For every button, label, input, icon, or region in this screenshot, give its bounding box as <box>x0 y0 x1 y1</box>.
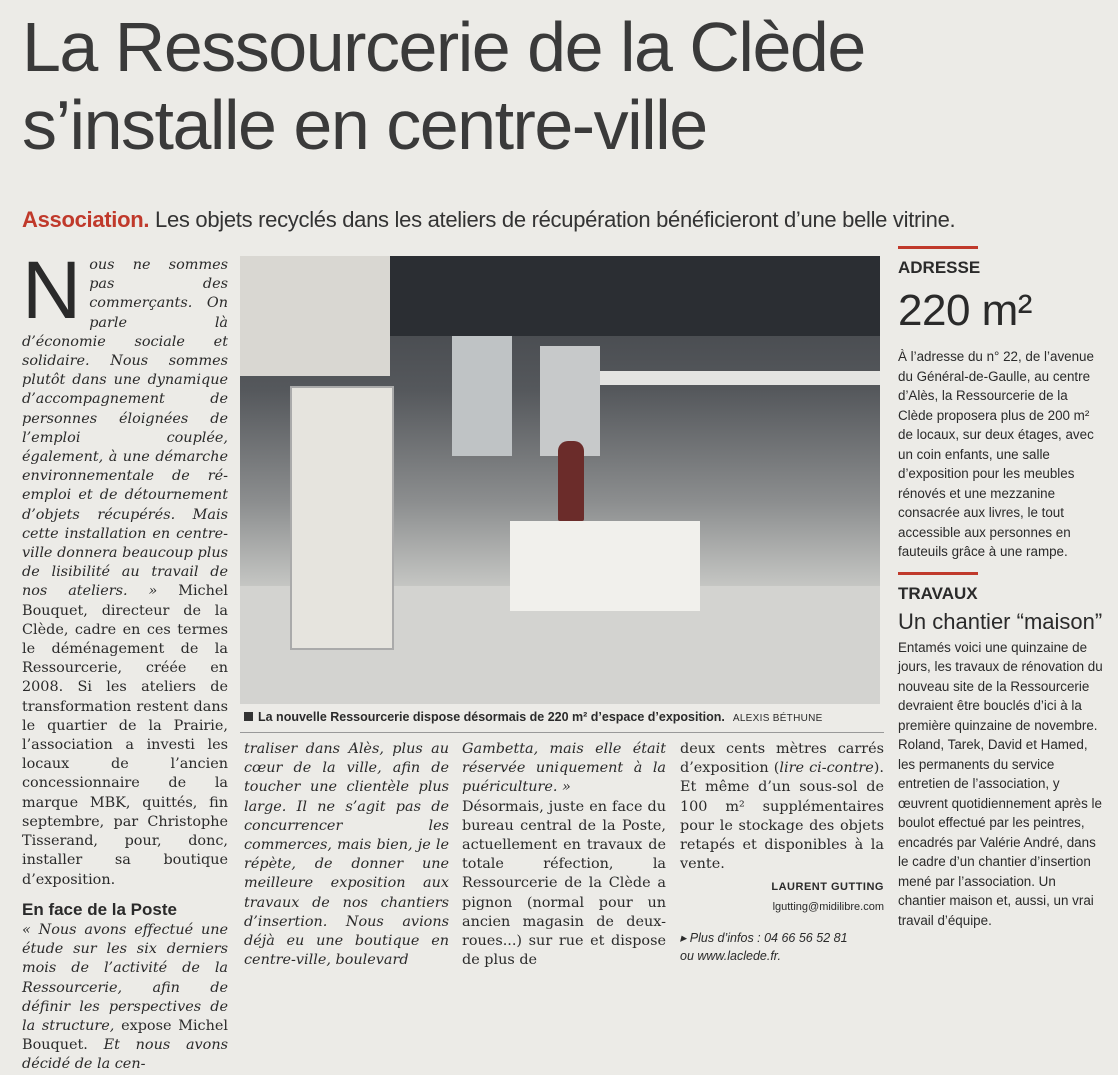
arrow-icon: ▸ <box>680 930 687 945</box>
info-website: ou www.laclede.fr. <box>680 948 781 963</box>
author-email: lgutting@midilibre.com <box>772 900 884 913</box>
article-column-1 <box>22 245 229 1073</box>
subhead-poste: En face de la Poste <box>22 899 177 919</box>
lead-paragraph <box>22 245 229 890</box>
headline-line-2: s’installe en centre-ville <box>22 86 707 164</box>
sidebar-text-adresse: À l’adresse du n° 22, de l’avenue du Général-de-Gaulle, au centre d’Alès, la Ressourcerie de la Clède proposera plus de 200 m² de locaux, sur deux étages, avec un coin enfants, une salle d’exposition pour les meubles rénovés et une mezzanine consacrée aux livres, le tout accessible aux personnes en fauteuils grâce à une rampe. <box>898 349 1094 559</box>
col4-paragraph <box>680 740 884 874</box>
article-column-3 <box>462 740 666 969</box>
photo-caption <box>244 710 884 724</box>
photo-credit: ALEXIS BÉTHUNE <box>732 713 823 724</box>
col3-body: Désormais, juste en face du bureau central de la Poste, actuellement en travaux de totale réfection, la Ressourcerie de la Clède a pignon (normal pour un ancien magasin de deux-roues...) sur rue et dispose de plus de <box>462 798 666 969</box>
sidebar-text-travaux: Entamés voici une quinzaine de jours, les travaux de rénovation du nouveau site de la Ressourcerie devraient être bouclés d’ici à la première quinzaine de novembre. Roland, Tarek, David et Hamed, les permanents du service entretien de l’association, y œuvrent quotidiennement après le boulot effectué par les peintres, encadrés par Valérie André, dans le cadre d’un chantier d’insertion mené par l’association. Un chantier maison et, aussi, un vrai travail d’équipe. <box>898 639 1103 928</box>
info-phone: Plus d’infos : 04 66 56 52 81 <box>689 930 848 945</box>
article-column-4 <box>680 740 884 963</box>
photo-showroom <box>240 256 880 704</box>
col4-body-ref: lire ci-contre <box>779 760 874 777</box>
dropcap: N <box>22 245 82 336</box>
poste-paragraph <box>22 921 228 1075</box>
author-signature: LAURENT GUTTING <box>771 881 884 894</box>
poste-body: expose Michel Bouquet. <box>22 1017 229 1054</box>
sidebar-label-adresse: ADRESSE <box>898 258 981 277</box>
lead-quote: ous ne sommes pas des commerçants. On parle là d’économie sociale et solidaire. Nous sommes plutôt dans une dynamique d’accompagnement de personnes éloignées de l’emploi couplée, également, à une démarche environnementale de ré-emploi et de détournement d’objets récupérés. Mais cette installation en centre-ville donnera beaucoup plus de lisibilité au travail de nos ateliers. » <box>22 257 228 600</box>
col2-text: traliser dans Alès, plus au cœur de la ville, afin de toucher une clientèle plus large. Il ne s’agit pas de concurrencer les commerces, mais bien, je le répète, de donner une meilleure exposition aux travaux de nos chantiers d’insertion. Nous avions déjà eu une boutique en centre-ville, boulevard <box>244 741 449 969</box>
lead-body: Michel Bouquet, directeur de la Clède, cadre en ces termes le déménagement de la Ressourcerie, créée en 2008. Si les ateliers de transformation restent dans le quartier de la Prairie, l’association a investi les locaux de l’ancien concessionnaire de la marque MBK, quittés, fin septembre, par Christophe Tisserand, pour, donc, installer sa boutique d’exposition. <box>22 583 229 888</box>
sidebar-area: 220 m² <box>898 286 1032 335</box>
sidebar-red-rule <box>898 246 978 249</box>
poste-quote: « Nous avons effectué une étude sur les six derniers mois de l’activité de la Ressourcerie, afin de définir les perspectives de la structure, <box>22 921 228 1034</box>
sidebar-red-rule-2 <box>898 572 978 575</box>
sidebar-label-travaux: TRAVAUX <box>898 583 978 603</box>
kicker <box>22 206 1112 234</box>
headline-line-1: La Ressourcerie de la Clède <box>22 8 865 86</box>
caption-square-icon <box>244 712 253 721</box>
col4-body-a: deux cents mètres carrés d’exposition ( <box>680 741 884 777</box>
caption-rule <box>240 732 884 733</box>
poste-quote-end: Et nous avons décidé de la cen- <box>22 1037 228 1073</box>
more-info <box>680 929 884 965</box>
kicker-category: Association. <box>22 207 150 232</box>
article-column-2 <box>244 740 449 969</box>
kicker-text: Les objets recyclés dans les ateliers de récupération bénéficieront d’une belle vitrine. <box>149 207 956 232</box>
col4-body-b: ). Et même d’un sous-sol de 100 m² supplémentaires pour le stockage des objets retapés et disponibles à la vente. <box>680 760 884 873</box>
caption-text: La nouvelle Ressourcerie dispose désormais de 220 m² d’espace d’exposition. <box>258 710 725 724</box>
col3-quote: Gambetta, mais elle était réservée uniquement à la puériculture. » <box>462 741 666 796</box>
sidebar <box>898 246 1104 930</box>
col3-paragraph <box>462 740 666 970</box>
sidebar-subtitle: Un chantier “maison” <box>898 608 1103 634</box>
headline <box>22 8 1102 164</box>
